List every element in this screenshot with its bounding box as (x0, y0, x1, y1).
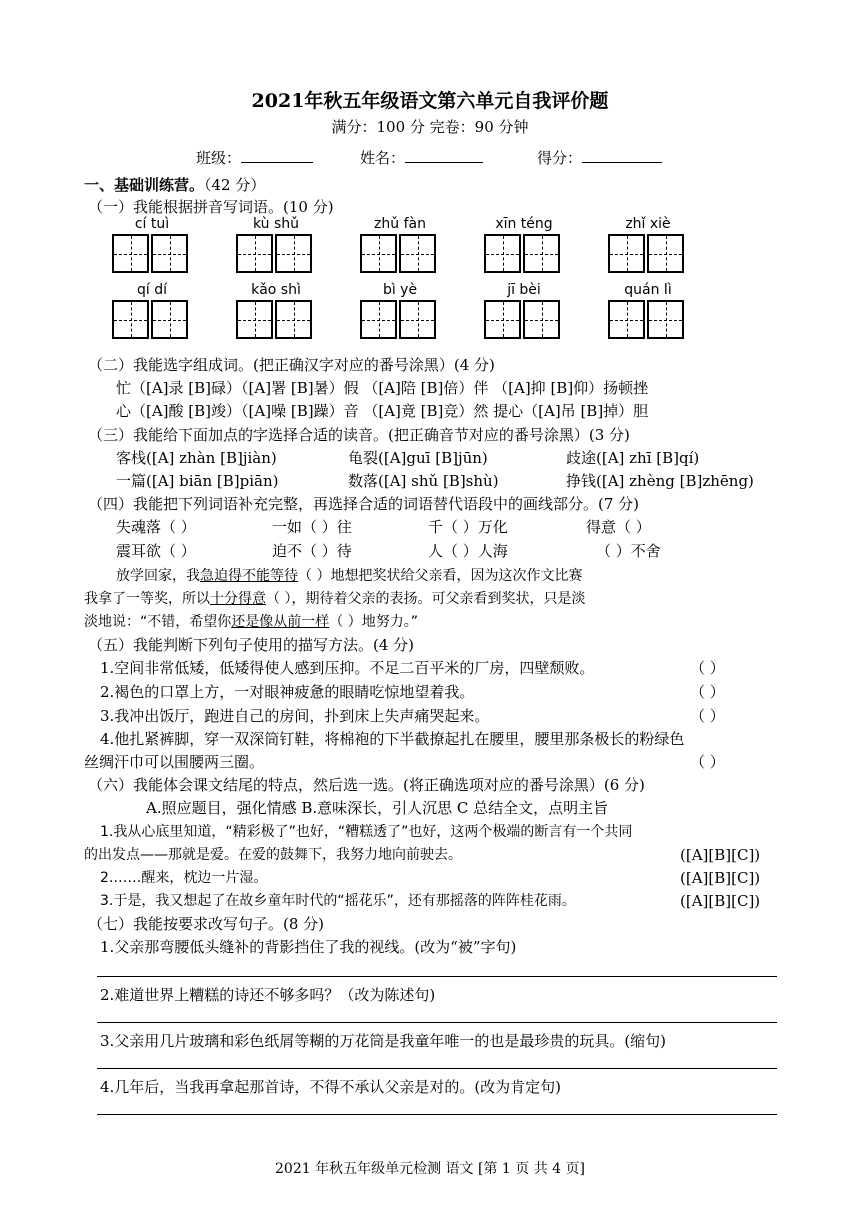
pinyin-label: quán lì (624, 282, 672, 298)
pinyin-label: cí tuì (134, 216, 170, 232)
score-label: 得分： (537, 149, 583, 167)
writing-cell[interactable] (608, 234, 645, 273)
idiom-blank: 一如（ ）往 (272, 518, 352, 536)
score-blank[interactable] (582, 148, 662, 163)
q6-options: A.照应题目，强化情感 B.意味深长，引人沉思 C 总结全文，点明主旨 (146, 799, 609, 817)
pinyin-label: kǎo shì (251, 282, 301, 298)
writing-cell[interactable] (523, 300, 560, 339)
pinyin-label: jī bèi (507, 282, 541, 298)
score-field (537, 147, 662, 168)
q5-item: 3.我冲出饭厅，跑进自己的房间，扑到床上失声痛哭起来。 (100, 707, 490, 725)
q5-item: 1.空间非常低矮，低矮得使人感到压抑。不足二百平米的厂房，四壁颓败。 (100, 659, 595, 677)
idiom-blank: 千（ ）万化 (428, 518, 508, 536)
idiom-blank: 失魂落（ ） (116, 518, 196, 536)
q3-item: 一篇([A] biān [B]piān) (116, 472, 279, 490)
writing-box-pair (360, 300, 438, 339)
writing-box-pair (608, 234, 686, 273)
idiom-blank: （ ）不舍 (596, 542, 661, 560)
q6-answer-choices[interactable]: ([A][B][C]) (680, 846, 761, 864)
name-blank[interactable] (405, 148, 483, 163)
answer-line[interactable] (97, 976, 777, 977)
q5-answer-paren[interactable]: （ ） (690, 659, 725, 677)
q7-item: 4.几年后，当我再拿起那首诗，不得不承认父亲是对的。(改为肯定句) (100, 1078, 562, 1096)
q4-paragraph-line3: 淡地说：“不错，希望你还是像从前一样（ ）地努力。” (84, 614, 418, 630)
idiom-blank: 得意（ ） (586, 518, 651, 536)
writing-cell[interactable] (360, 300, 397, 339)
q2-line1: 忙（[A]录 [B]碌）（[A]署 [B]暑）假 （[A]陪 [B]倍）伴 （[A]抑 [B]仰）扬顿挫 (116, 379, 649, 397)
q2-line2: 心（[A]酸 [B]竣）（[A]噪 [B]躁）音 （[A]竟 [B]竞）然 提心（[A]吊 [B]掉）胆 (116, 402, 649, 420)
q4-heading: （四）我能把下列词语补充完整，再选择合适的词语替代语段中的画线部分。(7 分) (88, 495, 640, 513)
writing-cell[interactable] (484, 234, 521, 273)
q5-item: 2.褐色的口罩上方，一对眼神疲惫的眼睛吃惊地望着我。 (100, 683, 475, 701)
writing-cell[interactable] (236, 234, 273, 273)
writing-cell[interactable] (275, 300, 312, 339)
idiom-blank: 震耳欲（ ） (116, 542, 196, 560)
writing-cell[interactable] (112, 234, 149, 273)
writing-box-pair (236, 300, 314, 339)
q6-answer-choices[interactable]: ([A][B][C]) (680, 892, 761, 910)
idiom-blank: 迫不（ ）待 (272, 542, 352, 560)
page-title: 2021年秋五年级语文第六单元自我评价题 (251, 90, 609, 112)
q3-heading: （三）我能给下面加点的字选择合适的读音。(把正确音节对应的番号涂黑）(3 分) (88, 426, 630, 444)
writing-box-pair (484, 234, 562, 273)
writing-cell[interactable] (151, 300, 188, 339)
name-label: 姓名： (360, 149, 406, 167)
q6-item1-line1: 1.我从心底里知道，“精彩极了”也好，“糟糕透了”也好，这两个极端的断言有一个共同 (100, 824, 633, 840)
q7-item: 1.父亲那弯腰低头缝补的背影挡住了我的视线。(改为“被”字句) (100, 938, 517, 956)
q3-item: 数落([A] shǔ [B]shù) (348, 472, 499, 490)
page-subtitle: 满分：100 分 完卷：90 分钟 (331, 118, 529, 136)
writing-cell[interactable] (399, 234, 436, 273)
q3-item: 客栈([A] zhàn [B]jiàn) (116, 449, 277, 467)
q3-item: 挣钱([A] zhèng [B]zhēng) (566, 472, 754, 490)
q3-item: 歧途([A] zhī [B]qí) (566, 449, 700, 467)
q4-paragraph-line1: 放学回家，我急迫得不能等待（ ）地想把奖状给父亲看，因为这次作文比赛 (116, 568, 583, 584)
q6-answer-choices[interactable]: ([A][B][C]) (680, 869, 761, 887)
q6-item1-line2: 的出发点——那就是爱。在爱的鼓舞下，我努力地向前驶去。 (84, 847, 462, 863)
q5-heading: （五）我能判断下列句子使用的描写方法。(4 分) (88, 636, 415, 654)
answer-line[interactable] (97, 1022, 777, 1023)
q7-item: 2.难道世界上糟糕的诗还不够多吗？（改为陈述句) (100, 986, 436, 1004)
writing-cell[interactable] (360, 234, 397, 273)
name-field (360, 147, 483, 168)
pinyin-label: zhǐ xiè (625, 216, 671, 232)
pinyin-label: xīn téng (495, 216, 553, 232)
q6-item3: 3.于是，我又想起了在故乡童年时代的“摇花乐”，还有那摇落的阵阵桂花雨。 (100, 893, 576, 909)
q5-answer-paren[interactable]: （ ） (690, 683, 725, 701)
writing-cell[interactable] (647, 234, 684, 273)
writing-cell[interactable] (608, 300, 645, 339)
writing-cell[interactable] (484, 300, 521, 339)
class-blank[interactable] (241, 148, 313, 163)
q5-answer-paren[interactable]: （ ） (690, 707, 725, 725)
q5-answer-paren[interactable]: （ ） (690, 753, 725, 771)
idiom-blank: 人（ ）人海 (428, 542, 508, 560)
answer-line[interactable] (97, 1114, 777, 1115)
pinyin-label: bì yè (382, 282, 418, 298)
writing-cell[interactable] (647, 300, 684, 339)
q5-item: 4.他扎紧裤脚，穿一双深筒钉鞋，将棉袍的下半截撩起扎在腰里，腰里那条极长的粉绿色 (100, 730, 685, 748)
class-field (196, 147, 313, 168)
writing-box-pair (484, 300, 562, 339)
writing-box-pair (236, 234, 314, 273)
writing-box-pair (112, 234, 190, 273)
q1-heading: （一）我能根据拼音写词语。(10 分) (88, 198, 334, 216)
q3-item: 龟裂([A]guī [B]jūn) (348, 449, 488, 467)
section1-heading: 一、基础训练营。（42 分） (84, 176, 266, 194)
q2-heading: （二）我能选字组成词。(把正确汉字对应的番号涂黑）(4 分) (88, 356, 495, 374)
writing-cell[interactable] (275, 234, 312, 273)
writing-cell[interactable] (236, 300, 273, 339)
writing-cell[interactable] (112, 300, 149, 339)
q6-heading: （六）我能体会课文结尾的特点，然后选一选。(将正确选项对应的番号涂黑）(6 分) (88, 776, 645, 794)
q5-item-cont: 丝绸汗巾可以围腰两三圈。 (84, 753, 265, 771)
page-footer: 2021 年秋五年级单元检测 语文 [第 1 页 共 4 页] (275, 1161, 585, 1177)
q7-heading: （七）我能按要求改写句子。(8 分) (88, 915, 325, 933)
writing-cell[interactable] (399, 300, 436, 339)
writing-cell[interactable] (523, 234, 560, 273)
answer-line[interactable] (97, 1068, 777, 1069)
q7-item: 3.父亲用几片玻璃和彩色纸屑等糊的万花筒是我童年唯一的也是最珍贵的玩具。(缩句) (100, 1032, 667, 1050)
writing-box-pair (360, 234, 438, 273)
writing-box-pair (112, 300, 190, 339)
writing-cell[interactable] (151, 234, 188, 273)
q6-item2: 2.……醒来，枕边一片湿。 (100, 870, 268, 886)
q4-paragraph-line2: 我拿了一等奖，所以十分得意（ ），期待着父亲的表扬。可父亲看到奖状，只是淡 (84, 591, 586, 607)
pinyin-label: zhǔ fàn (374, 216, 426, 232)
pinyin-label: qí dí (136, 282, 167, 298)
pinyin-label: kù shǔ (252, 216, 300, 232)
writing-box-pair (608, 300, 686, 339)
class-label: 班级： (196, 149, 242, 167)
